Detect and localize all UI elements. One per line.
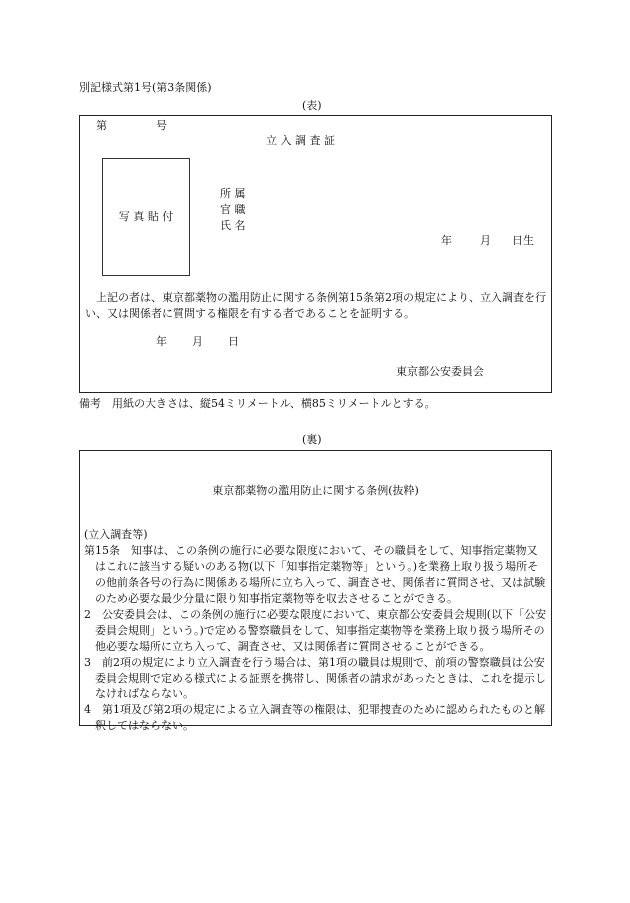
back-title: 東京都薬物の濫用防止に関する条例(抜粋) xyxy=(212,484,419,497)
field-name: 氏 名 xyxy=(220,219,246,232)
back-side-label: (裏) xyxy=(302,433,322,446)
issue-year: 年 xyxy=(156,335,167,348)
remarks: 備考 用紙の大きさは、縦54ミリメートル、横85ミリメートルとする。 xyxy=(79,397,436,410)
birth-day: 日生 xyxy=(512,234,534,247)
article-paragraph-1: 第15条 知事は、この条例の施行に必要な限度において、その職員をして、知事指定薬物又はこれに該当する疑いのある物(以下「知事指定薬物等」という。)を業務上取り扱う場所その他前条各号の行為に関係ある場所に立ち入って、調査させ、関係者に質問させ、又は試験のため必要な最少分量に限り知事指定薬物等を収去させることができる。 xyxy=(84,544,546,605)
birth-year: 年 xyxy=(441,234,452,247)
article-paragraph-3: 3 前2項の規定により立入調査を行う場合は、第1項の職員は規則で、前項の警察職員は公安委員会規則で定める様式による証票を携帯し、関係者の請求があったときは、これを提示しなければならない。 xyxy=(84,655,546,701)
article-paragraph-4: 4 第1項及び第2項の規定による立入調査等の権限は、犯罪捜査のために認められたものと解釈してはならない。 xyxy=(84,703,545,733)
issuer: 東京都公安委員会 xyxy=(396,365,484,378)
photo-label: 写 真 貼 付 xyxy=(118,210,174,223)
field-affiliation: 所 属 xyxy=(220,187,246,200)
number-go: 号 xyxy=(156,119,167,132)
article-paragraph-2: 2 公安委員会は、この条例の施行に必要な限度において、東京都公安委員会規則(以下「公安委員会規則」という。)で定める警察職員をして、知事指定薬物等を業務上取り扱う場所その他必要な場所に立ち入って、調査させ、又は関係者に質問させることができる。 xyxy=(84,607,547,653)
front-side-label: (表) xyxy=(302,99,322,112)
back-card xyxy=(79,450,552,733)
birth-month: 月 xyxy=(480,234,491,247)
number-dai: 第 xyxy=(96,119,107,132)
issue-month: 月 xyxy=(192,335,203,348)
issue-day: 日 xyxy=(228,335,239,348)
article-text xyxy=(84,543,548,734)
front-card xyxy=(79,115,552,393)
section-heading: (立入調査等) xyxy=(84,528,148,541)
certification-text: 上記の者は、東京都薬物の濫用防止に関する条例第15条第2項の規定により、立入調査を行い、又は関係者に質問する権限を有する者であることを証明する。 xyxy=(85,291,546,320)
field-position: 官 職 xyxy=(220,203,246,216)
card-title: 立 入 調 査 証 xyxy=(266,134,335,147)
photo-box xyxy=(102,158,190,276)
form-label: 別記様式第1号(第3条関係) xyxy=(79,81,212,94)
